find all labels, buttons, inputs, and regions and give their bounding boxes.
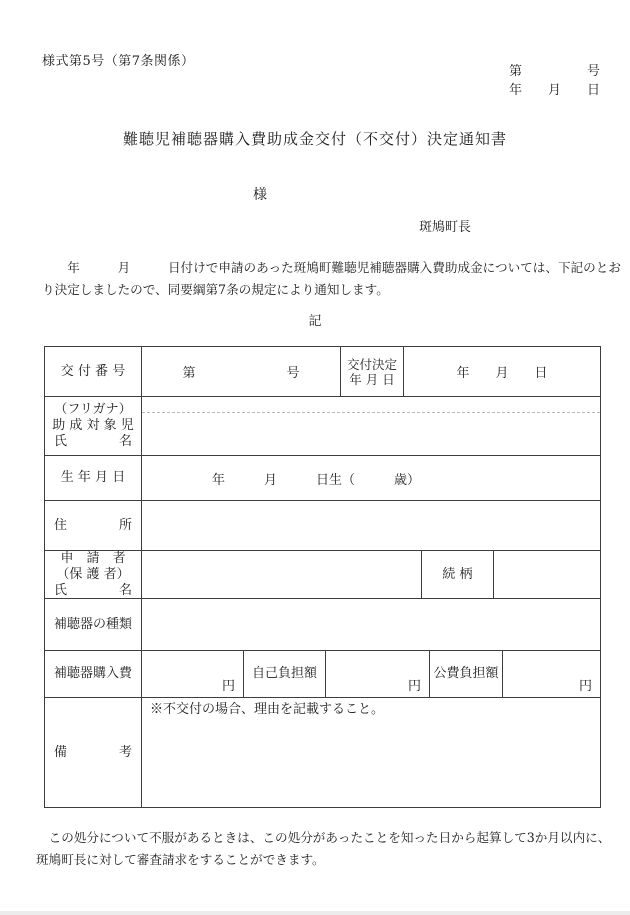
decision-date-label-line2: 年 月 日 [349, 371, 395, 387]
self-share-label: 自己負担額 [244, 651, 326, 697]
decision-date-value-cell: 年 月 日 [456, 366, 548, 381]
table-row-grant-number [45, 347, 600, 397]
grant-number-label: 交 付 番 号 [45, 347, 142, 396]
address-label: 住 所 [45, 501, 142, 550]
appeal-notice-line2: 斑鳩町長に対して審査請求をすることができます。 [36, 851, 325, 867]
document-number-block [509, 62, 600, 100]
address-value-cell [142, 501, 600, 550]
purchase-cost-label: 補聴器購入費 [45, 651, 142, 697]
section-marker: 記 [308, 314, 322, 329]
applicant-name-value-cell [142, 551, 422, 598]
body-paragraph-line2: り決定しましたので、同要綱第7条の規定により通知します。 [42, 281, 389, 297]
page-title: 難聴児補聴器購入費助成金交付（不交付）決定通知書 [122, 130, 507, 148]
remarks-note: ※不交付の場合、理由を記載すること。 [150, 702, 385, 717]
self-share-amount-cell: 円 [326, 651, 430, 697]
relation-label: 続 柄 [422, 551, 494, 598]
body-paragraph [42, 257, 621, 300]
table-row-hearing-aid-type [45, 599, 600, 651]
scan-edge-artifact [0, 911, 630, 915]
document-date-line: 年 月 日 [508, 83, 600, 98]
hearing-aid-type-label: 補聴器の種類 [45, 599, 142, 650]
table-row-remarks [45, 698, 600, 807]
furigana-entry-area [142, 397, 600, 413]
table-row-purchase-cost [45, 651, 600, 698]
beneficiary-name-value-cell [142, 397, 600, 455]
birth-date-value-cell: 年 月 日生（ 歳） [212, 472, 421, 488]
applicant-label-line1: 申 請 者 [60, 550, 126, 566]
beneficiary-furigana-label: （フリガナ） [54, 402, 132, 417]
appeal-notice-line1: この処分について不服があるときは、この処分があったことを知った日から起算して3か月以内に、 [36, 830, 611, 845]
issuer-name: 斑鳩町長 [419, 220, 472, 235]
public-share-label: 公費負担額 [430, 651, 503, 697]
table-row-address [45, 501, 600, 551]
table-row-applicant [45, 551, 600, 599]
beneficiary-label-line2: 氏 名 [53, 434, 132, 449]
table-row-beneficiary-name [45, 397, 600, 456]
purchase-cost-amount-cell: 円 [142, 651, 244, 697]
form-number: 様式第5号（第7条関係） [42, 54, 195, 69]
remarks-label: 備 考 [45, 698, 142, 807]
recipient-honorific: 様 [253, 187, 267, 203]
table-row-birth-date [45, 456, 600, 501]
beneficiary-name-label [45, 397, 142, 455]
relation-value-cell [494, 551, 600, 598]
grant-number-value-cell: 第 号 [142, 347, 341, 396]
applicant-label-line3: 氏 名 [53, 582, 132, 598]
public-share-amount-cell: 円 [578, 679, 592, 694]
appeal-notice-paragraph [36, 827, 611, 870]
decision-date-label [341, 347, 404, 396]
applicant-label [45, 551, 142, 598]
decision-form-table [44, 346, 601, 808]
hearing-aid-type-value-cell [142, 599, 600, 650]
decision-date-label-line1: 交付決定 [346, 356, 397, 372]
beneficiary-label-line1: 助 成 対 象 児 [52, 418, 134, 433]
applicant-label-line2: （保 護 者） [56, 566, 130, 582]
document-number-line: 第 号 [508, 64, 600, 79]
body-paragraph-line1: 年 月 日付けで申請のあった斑鳩町難聴児補聴器購入費助成金については、下記のとお [42, 260, 621, 275]
birth-date-label: 生 年 月 日 [45, 456, 142, 500]
remarks-value-cell [142, 698, 600, 807]
